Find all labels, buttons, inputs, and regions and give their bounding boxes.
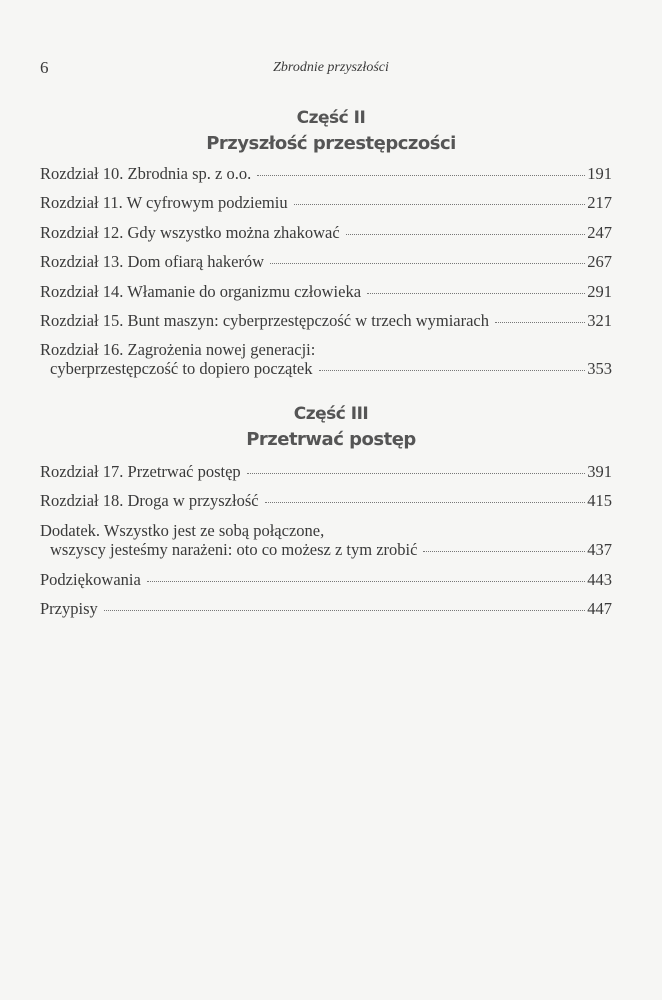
- running-title: Zbrodnie przyszłości: [273, 60, 389, 75]
- toc-entry: Rozdział 13. Dom ofiarą hakerów 267: [40, 252, 612, 271]
- toc-entry: Rozdział 14. Włamanie do organizmu człowieka 291: [40, 282, 612, 301]
- toc-entry: Przypisy 447: [40, 599, 612, 618]
- toc-entry: Dodatek. Wszystko jest ze sobą połączone, wszyscy jesteśmy narażeni: oto co możesz z tym zrobić 437: [40, 521, 612, 559]
- toc-entry: Rozdział 11. W cyfrowym podziemiu 217: [40, 193, 612, 212]
- toc-entry: Rozdział 17. Przetrwać postęp 391: [40, 462, 612, 481]
- toc-entry: Rozdział 12. Gdy wszystko można zhakować 247: [40, 223, 612, 242]
- part-2-title: Przyszłość przestępczości: [206, 133, 456, 154]
- part-3-number: Część III: [293, 404, 369, 424]
- toc-entry: Podziękowania 443: [40, 570, 612, 589]
- part-2-number: Część II: [296, 108, 366, 128]
- toc-entry: Rozdział 15. Bunt maszyn: cyberprzestępczość w trzech wymiarach 321: [40, 311, 612, 330]
- page-number: 6: [40, 58, 49, 77]
- toc-entry: Rozdział 18. Droga w przyszłość 415: [40, 491, 612, 510]
- toc-entry: Rozdział 16. Zagrożenia nowej generacji: cyberprzestępczość to dopiero początek 353: [40, 340, 612, 378]
- part-3-title: Przetrwać postęp: [246, 429, 416, 450]
- toc-entry: Rozdział 10. Zbrodnia sp. z o.o. 191: [40, 164, 612, 183]
